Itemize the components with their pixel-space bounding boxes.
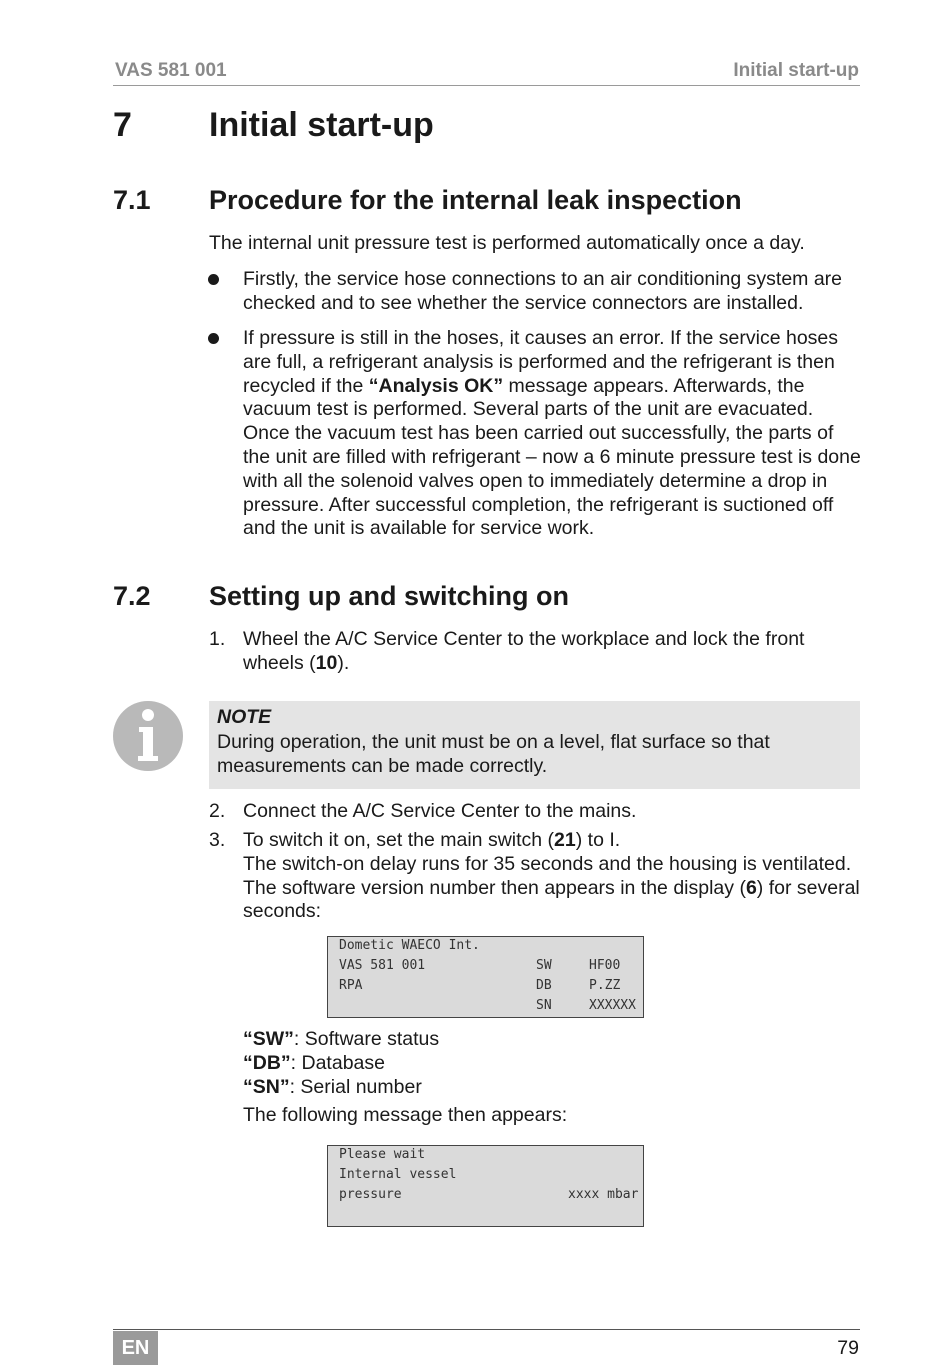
footer-divider [113, 1329, 860, 1330]
legend-sw-key: “SW” [243, 1028, 294, 1050]
page-number: 79 [837, 1337, 859, 1359]
bullet-dot [208, 333, 219, 344]
step3-detail-post: ) for several seconds: [243, 876, 860, 923]
header-left: VAS 581 001 [115, 60, 227, 81]
section2-title: Setting up and switching on [209, 581, 569, 611]
legend-sw-text: : Software status [293, 1028, 440, 1050]
step3-number: 3. [209, 829, 226, 851]
step1-number: 1. [209, 628, 226, 650]
header-divider [113, 85, 860, 86]
legend-sn-text: : Serial number [289, 1076, 422, 1098]
step2-text: Connect the A/C Service Center to the mains. [243, 800, 637, 822]
section2-number: 7.2 [113, 581, 151, 611]
step3-text [243, 829, 863, 924]
section1-number: 7.1 [113, 185, 151, 215]
legend-sw [243, 1028, 439, 1052]
legend-db [243, 1052, 385, 1076]
display1-sw-label: SW [536, 958, 552, 973]
legend-db-text: : Database [290, 1052, 385, 1074]
following-message-text: The following message then appears: [243, 1104, 568, 1126]
display1-line3: RPA [339, 978, 363, 993]
section1-title: Procedure for the internal leak inspection [209, 185, 742, 215]
display1-db-value: P.ZZ [589, 978, 621, 993]
display1-sw-value: HF00 [589, 958, 621, 973]
section1-intro: The internal unit pressure test is performed automatically once a day. [209, 232, 805, 254]
step2-number: 2. [209, 800, 226, 822]
display-software-version [327, 936, 644, 1018]
display1-sn-value: XXXXXX [589, 998, 636, 1013]
bullet2-text-bold: “Analysis OK” [368, 374, 504, 397]
legend-sn-key: “SN” [243, 1076, 290, 1098]
bullet2-text-post: message appears. Afterwards, the vacuum test is performed. Several parts of the unit are evacuated. Once the vacuum test has been carried out successfully, the parts of the unit are filled with refrigerant – now a 6 minute pressure test is done with all the solenoid valves open to immediately determine a drop in pressure. After successful completion, the refrigerant is suctioned off and the unit is available for service work. [243, 374, 861, 540]
display2-line2: Internal vessel [339, 1167, 457, 1182]
step3-detail-bold: 6 [745, 876, 757, 899]
step1-text [243, 628, 863, 676]
step3-text-post: ) to I. [575, 829, 621, 851]
legend-db-key: “DB” [243, 1052, 291, 1074]
bullet-dot [208, 274, 219, 285]
info-icon [112, 700, 184, 772]
step1-text-post: ). [337, 651, 350, 674]
note-text: During operation, the unit must be on a level, flat surface so that measurements can be made correctly. [217, 731, 770, 777]
display1-sn-label: SN [536, 998, 552, 1013]
display2-value: xxxx mbar [568, 1187, 639, 1202]
step1-text-bold: 10 [315, 651, 338, 674]
step3-detail-pre: The switch-on delay runs for 35 seconds and the housing is ventilated. The software version number then appears in the display ( [243, 852, 852, 899]
language-badge: EN [113, 1331, 158, 1365]
section1-bullet1: Firstly, the service hose connections to an air conditioning system are checked and to see whether the service connectors are installed. [243, 268, 843, 314]
display1-line1: Dometic WAECO Int. [339, 938, 480, 953]
bullet2-text-pre: If pressure is still in the hoses, it causes an error. If the service hoses are full, a refrigerant analysis is performed and the refrigerant is then recycled if the [243, 327, 839, 397]
header-right: Initial start-up [733, 60, 859, 81]
legend-sn [243, 1076, 422, 1100]
display1-db-label: DB [536, 978, 552, 993]
display2-line1: Please wait [339, 1147, 426, 1162]
section1-bullet2 [243, 327, 863, 541]
step1-text-pre: Wheel the A/C Service Center to the workplace and lock the front wheels ( [243, 628, 805, 674]
step3-text-bold: 21 [554, 829, 576, 851]
display1-line2: VAS 581 001 [339, 958, 426, 973]
display2-line3: pressure [339, 1187, 402, 1202]
chapter-number: 7 [113, 106, 132, 144]
step3-text-pre: To switch it on, set the main switch ( [243, 829, 555, 851]
note-title: NOTE [217, 706, 272, 728]
chapter-title: Initial start-up [209, 106, 434, 144]
display-vessel-pressure [327, 1145, 644, 1227]
